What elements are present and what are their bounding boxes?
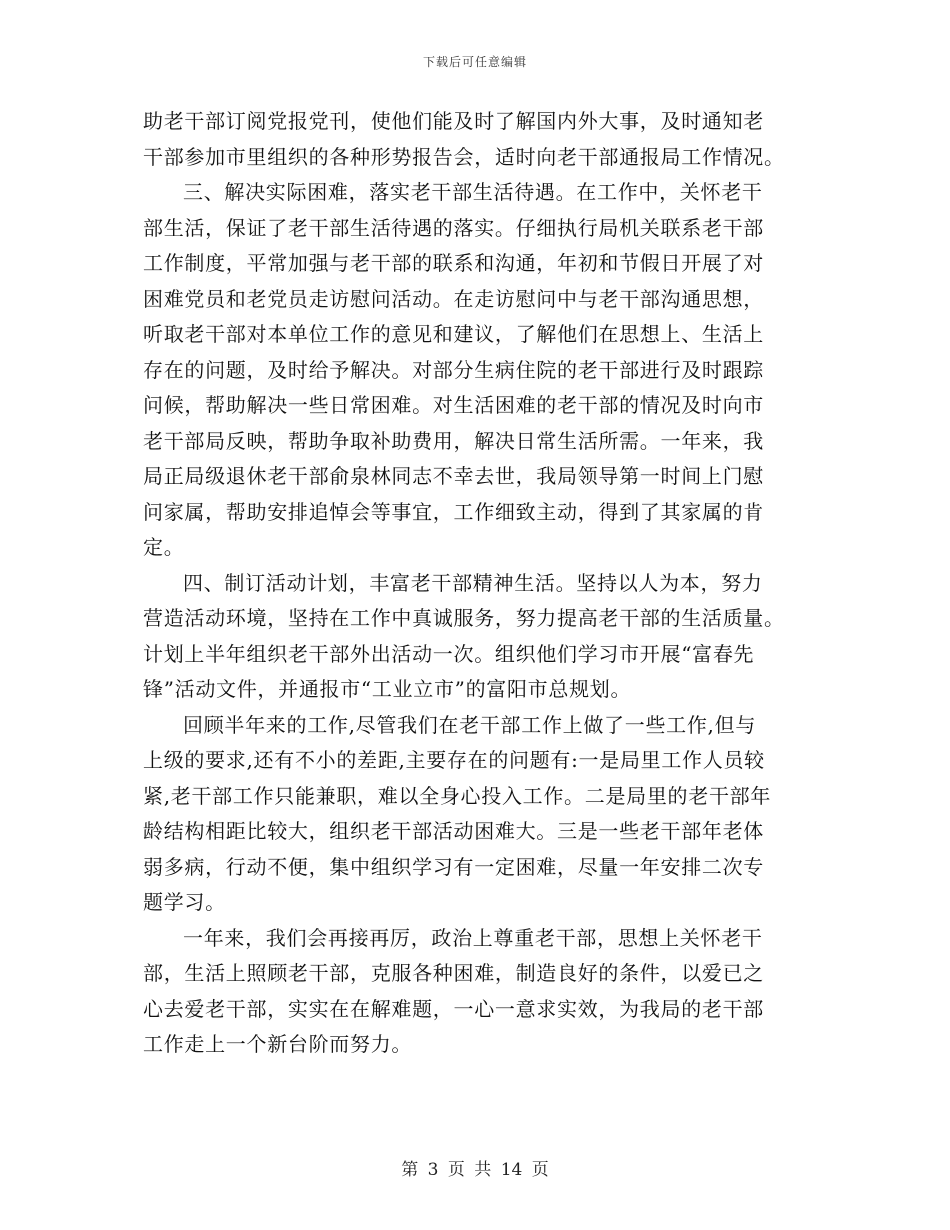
- text-line: 工作制度，平常加强与老干部的联系和沟通，年初和节假日开展了对: [143, 251, 764, 275]
- text-line: 锋”活动文件，并通报市“工业立市”的富阳市总规划。: [143, 677, 632, 701]
- text-line: 存在的问题，及时给予解决。对部分生病住院的老干部进行及时跟踪: [143, 357, 764, 382]
- text-line: 困难党员和老党员走访慰问活动。在走访慰问中与老干部沟通思想，: [143, 286, 764, 311]
- paragraph-start-line: 回顾半年来的工作,尽管我们在老干部工作上做了一些工作,但与: [183, 712, 757, 737]
- paragraph-start-line: 一年来，我们会再接再厉，政治上尊重老干部，思想上关怀老干: [183, 925, 763, 950]
- page-header: 下载后可任意编辑: [422, 55, 527, 69]
- text-line: 老干部局反映，帮助争取补助费用，解决日常生活所需。一年来，我: [143, 428, 764, 453]
- text-line: 心去爱老干部，实实在在解难题，一心一意求实效，为我局的老干部: [143, 996, 764, 1021]
- text-line: 局正局级退休老干部俞泉林同志不幸去世，我局领导第一时间上门慰: [143, 464, 764, 488]
- document-body: [143, 104, 809, 1063]
- text-line: 紧,老干部工作只能兼职，难以全身心投入工作。二是局里的老干部年: [143, 783, 772, 808]
- text-line: 定。: [143, 535, 185, 559]
- text-line: 问家属，帮助安排追悼会等事宜，工作细致主动，得到了其家属的肯: [143, 499, 764, 524]
- text-line: 题学习。: [143, 890, 226, 914]
- text-line: 上级的要求,还有不小的差距,主要存在的问题有:一是局里工作人员较: [143, 748, 765, 772]
- text-line: 弱多病，行动不便，集中组织学习有一定困难，尽量一年安排二次专: [143, 854, 764, 879]
- text-line: 龄结构相距比较大，组织老干部活动困难大。三是一些老干部年老体: [143, 819, 764, 843]
- text-line: 部生活，保证了老干部生活待遇的落实。仔细执行局机关联系老干部: [143, 215, 764, 240]
- text-line: 营造活动环境，坚持在工作中真诚服务，努力提高老干部的生活质量。: [143, 606, 785, 630]
- page-number-footer: 第 3 页 共 14 页: [401, 1160, 549, 1180]
- text-line: 助老干部订阅党报党刊，使他们能及时了解国内外大事，及时通知老: [143, 109, 764, 133]
- text-line: 计划上半年组织老干部外出活动一次。组织他们学习市开展“富春先: [143, 641, 755, 666]
- text-line: 问候，帮助解决一些日常困难。对生活困难的老干部的情况及时向市: [143, 393, 764, 417]
- text-line: 干部参加市里组织的各种形势报告会，适时向老干部通报局工作情况。: [143, 144, 785, 169]
- paragraph-start-line: 三、解决实际困难，落实老干部生活待遇。在工作中，关怀老干: [183, 180, 763, 204]
- text-line: 部，生活上照顾老干部，克服各种困难，制造良好的条件，以爱已之: [143, 961, 764, 985]
- text-line: 工作走上一个新台阶而努力。: [143, 1032, 413, 1056]
- paragraph-start-line: 四、制订活动计划，丰富老干部精神生活。坚持以人为本，努力: [183, 570, 763, 595]
- text-line: 听取老干部对本单位工作的意见和建议，了解他们在思想上、生活上: [143, 322, 764, 346]
